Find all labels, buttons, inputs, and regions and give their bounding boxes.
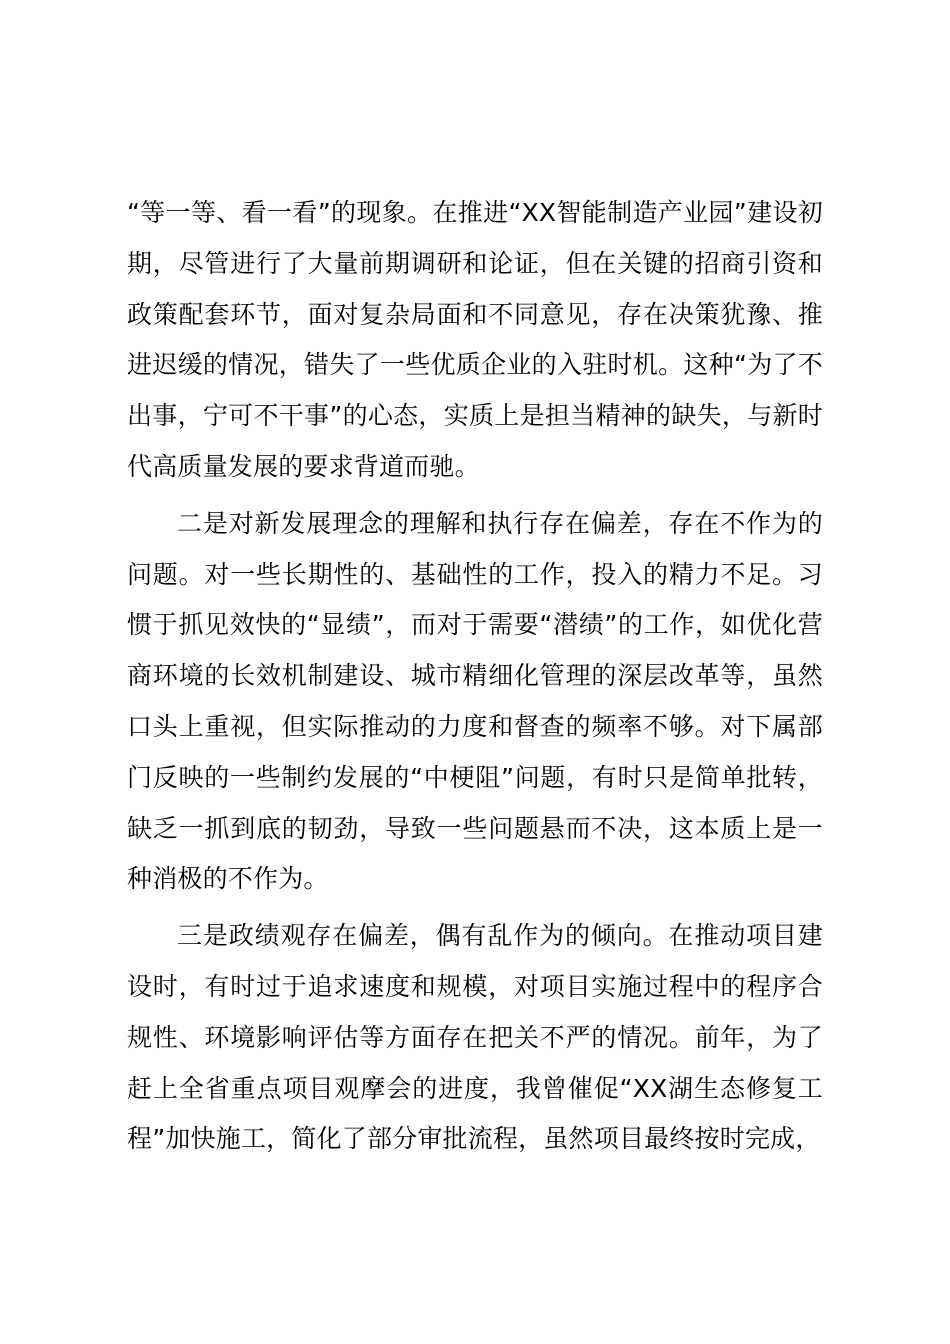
paragraph-point-three: 三是政绩观存在偏差，偶有乱作为的倾向。在推动项目建设时，有时过于追求速度和规模，对项目实施过程中的程序合规性、环境影响评估等方面存在把关不严的情况。前年，为了赶上全省重点项目观摩会的进度，我曾催促“XX湖生态修复工程”加快施工，简化了部分审批流程，虽然项目最终按时完成， bbox=[127, 921, 823, 1154]
paragraph-point-two: 二是对新发展理念的理解和执行存在偏差，存在不作为的问题。对一些长期性的、基础性的工作，投入的精力不足。习惯于抓见效快的“显绩”，而对于需要“潜绩”的工作，如优化营商环境的长效机制建设、城市精细化管理的深层改革等，虽然口头上重视，但实际推动的力度和督查的频率不够。对下属部门反映的一些制约发展的“中梗阻”问题，有时只是简单批转，缺乏一抓到底的韧劲，导致一些问题悬而不决，这本质上是一种消极的不作为。 bbox=[127, 508, 823, 894]
paragraph-continuation: “等一等、看一看”的现象。在推进“XX智能制造产业园”建设初期，尽管进行了大量前期调研和论证，但在关键的招商引资和政策配套环节，面对复杂局面和不同意见，存在决策犹豫、推进迟缓的情况，错失了一些优质企业的入驻时机。这种“为了不出事，宁可不干事”的心态，实质上是担当精神的缺失，与新时代高质量发展的要求背道而驰。 bbox=[127, 198, 823, 481]
body-text bbox=[127, 188, 823, 1165]
